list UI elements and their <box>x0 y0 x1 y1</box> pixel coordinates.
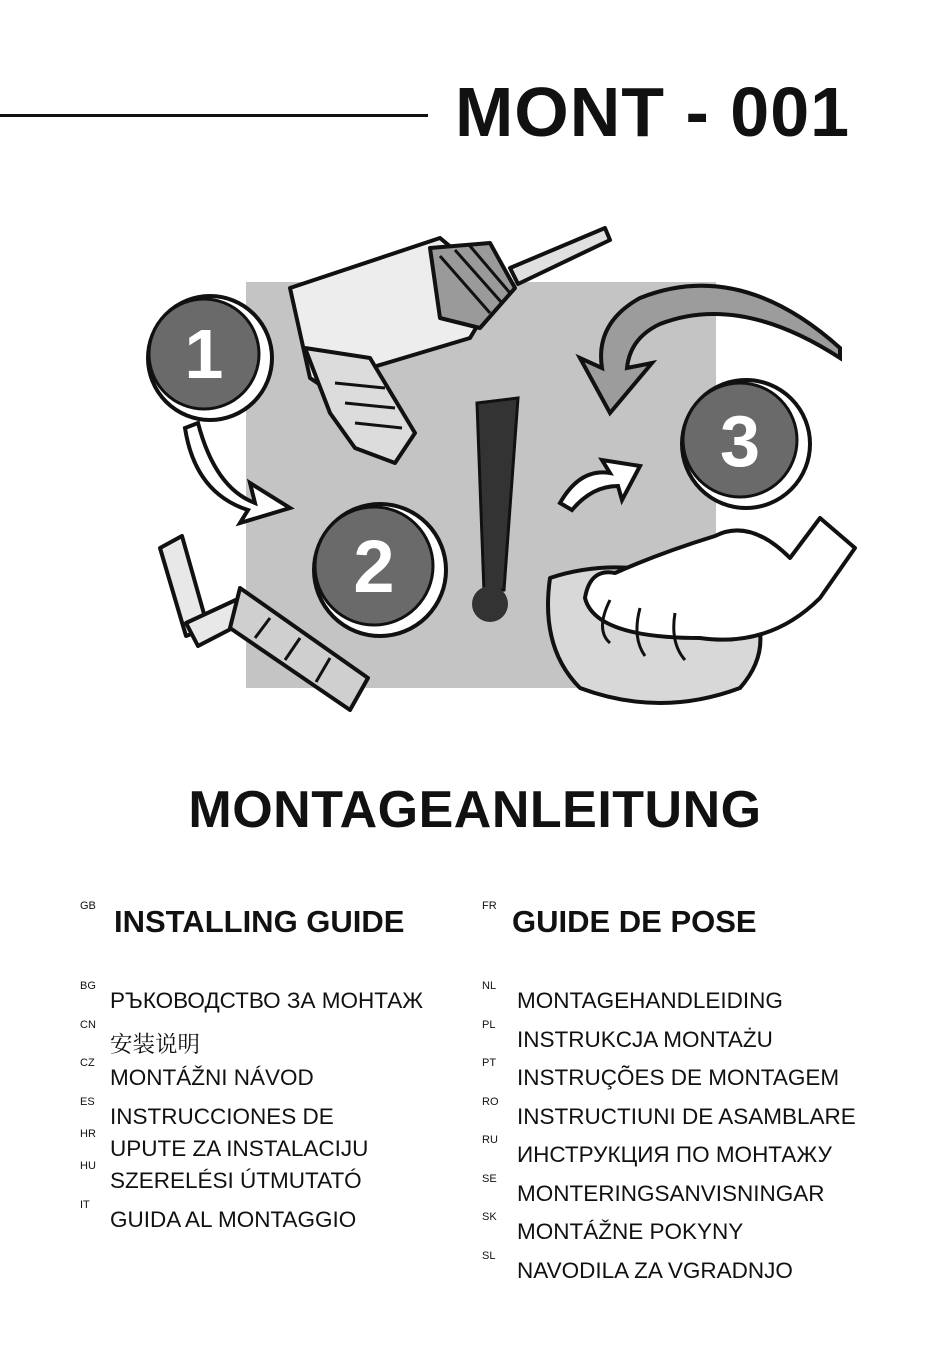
language-item-pt <box>482 1055 922 1094</box>
language-item-ru <box>482 1132 922 1171</box>
language-label: UPUTE ZA INSTALACIJU <box>110 1136 369 1161</box>
language-item-cz <box>80 1055 480 1094</box>
language-item-ro <box>482 1094 922 1133</box>
language-label: РЪКОВОДСТВО ЗА МОНТАЖ <box>110 988 424 1013</box>
language-label: INSTRUÇÕES DE MONTAGEM <box>517 1065 840 1090</box>
language-code: SE <box>482 1172 497 1185</box>
language-item-sl <box>482 1248 922 1287</box>
language-code: FR <box>482 900 497 912</box>
language-label: ИНСТРУКЦИЯ ПО МОНТАЖУ <box>517 1142 832 1167</box>
language-item-bg <box>80 978 480 1017</box>
svg-text:3: 3 <box>719 402 761 482</box>
language-code: PT <box>482 1057 497 1069</box>
language-label: INSTRUKCJA MONTAŻU <box>517 1026 773 1052</box>
language-code: BG <box>80 980 96 992</box>
step-badge-2 <box>314 504 446 636</box>
step-badge-3 <box>682 380 810 508</box>
language-item-nl <box>482 978 922 1017</box>
language-column-left <box>80 900 480 1235</box>
svg-text:2: 2 <box>353 525 395 608</box>
language-item-hr <box>80 1126 480 1161</box>
language-code: CN <box>80 1018 96 1031</box>
header-rule <box>0 114 428 117</box>
language-label: 安装说明 <box>110 1031 201 1057</box>
language-label: MONTÁŽNE POKYNY <box>517 1219 744 1244</box>
language-item-se <box>482 1171 922 1210</box>
language-code: SL <box>482 1249 496 1262</box>
language-label: MONTERINGSANVISNINGAR <box>517 1180 825 1206</box>
page-title: MONTAGEANLEITUNG <box>188 781 762 839</box>
language-label: GUIDA AL MONTAGGIO <box>110 1206 357 1232</box>
language-code: PL <box>482 1018 496 1031</box>
language-code: SK <box>482 1211 497 1223</box>
language-label: GUIDE DE POSE <box>512 904 757 939</box>
language-label: MONTÁŽNI NÁVOD <box>110 1065 314 1090</box>
document-code: MONT - 001 <box>455 73 851 151</box>
language-item-pl <box>482 1017 922 1056</box>
language-label: INSTRUCCIONES DE <box>110 1103 334 1129</box>
language-column-right <box>482 900 922 1286</box>
step-badge-1 <box>148 296 272 420</box>
language-heading-gb <box>80 900 480 960</box>
installation-illustration <box>140 218 860 728</box>
language-code: RU <box>482 1134 498 1146</box>
language-code: CZ <box>80 1057 95 1069</box>
language-label: NAVODILA ZA VGRADNJO <box>517 1257 793 1283</box>
language-code: GB <box>80 900 96 912</box>
language-code: ES <box>80 1095 95 1108</box>
language-item-sk <box>482 1209 922 1248</box>
language-heading-fr <box>482 900 922 960</box>
language-item-hu <box>80 1158 480 1197</box>
language-item-it <box>80 1197 480 1236</box>
svg-text:1: 1 <box>184 315 224 393</box>
language-item-cn <box>80 1017 480 1056</box>
language-label: INSTRUCTIUNI DE ASAMBLARE <box>517 1103 856 1129</box>
language-label: INSTALLING GUIDE <box>114 904 405 939</box>
language-code: HR <box>80 1128 96 1140</box>
language-label: SZERELÉSI ÚTMUTATÓ <box>110 1168 362 1193</box>
language-code: NL <box>482 980 497 992</box>
language-code: IT <box>80 1198 90 1211</box>
language-label: MONTAGEHANDLEIDING <box>517 988 783 1013</box>
language-code: HU <box>80 1160 96 1172</box>
language-code: RO <box>482 1095 499 1108</box>
